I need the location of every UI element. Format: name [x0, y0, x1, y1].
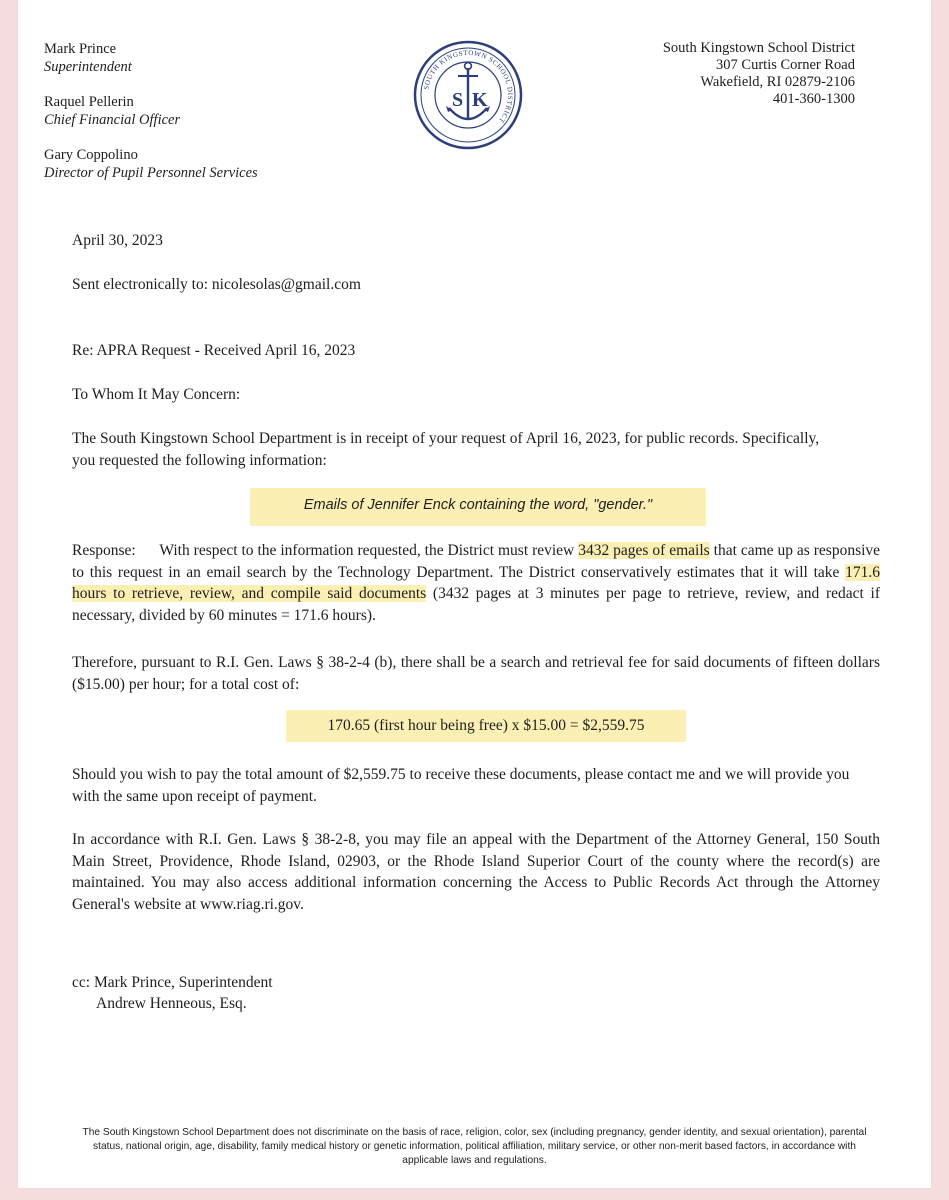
letter-date: April 30, 2023	[72, 232, 163, 249]
request-quote: Emails of Jennifer Enck containing the word, "gender."	[250, 488, 706, 526]
fee-formula: 170.65 (first hour being free) x $15.00 = $2,559.75	[286, 710, 686, 742]
district-address-block	[663, 40, 855, 108]
fee-paragraph: Therefore, pursuant to R.I. Gen. Laws § 38-2-4 (b), there shall be a search and retrieval fee for said documents of fifteen dollars ($15.00) per hour; for a total cost of:	[72, 654, 880, 693]
cc-line-2: Andrew Henneous, Esq.	[96, 995, 247, 1012]
official-title: Chief Financial Officer	[44, 112, 181, 128]
address-line-2: Wakefield, RI 02879-2106	[700, 74, 855, 90]
district-seal-logo	[413, 40, 523, 150]
nondiscrimination-footer: The South Kingstown School Department does not discriminate on the basis of race, religion, color, sex (including pregnancy, gender identity, and sexual orientation), parental status, national origin, age, disability, family medical history or genetic information, political affiliation, military service, or other non-merit based factors, in accordance with applicable laws and regulations.	[82, 1127, 867, 1166]
letter-page	[18, 0, 931, 1188]
district-name: South Kingstown School District	[662, 40, 855, 56]
official-title: Superintendent	[44, 59, 132, 75]
payment-paragraph: Should you wish to pay the total amount of $2,559.75 to receive these documents, please contact me and we will provide you with the same upon receipt of payment.	[72, 766, 850, 805]
re-line: Re: APRA Request - Received April 16, 2023	[72, 342, 356, 359]
response-paragraph	[72, 540, 880, 626]
seal-text: SOUTH KINGSTOWN SCHOOL DISTRICT	[422, 48, 515, 125]
official-name: Mark Prince	[44, 41, 117, 57]
response-text: With respect to the information requested, the District must review	[159, 542, 575, 559]
salutation: To Whom It May Concern:	[72, 386, 241, 403]
highlight-hours: 171.6 hours to retrieve, review, and compile said documents	[72, 563, 880, 602]
official-title: Director of Pupil Personnel Services	[44, 165, 258, 181]
intro-paragraph: The South Kingstown School Department is in receipt of your request of April 16, 2023, for public records. Specifically, you requested the following information:	[72, 430, 820, 469]
highlight-pages: 3432 pages of emails	[578, 542, 710, 559]
official-name: Raquel Pellerin	[44, 94, 134, 110]
appeal-paragraph: In accordance with R.I. Gen. Laws § 38-2-8, you may file an appeal with the Department of the Attorney General, 150 South Main Street, Providence, Rhode Island, 02903, or the Rhode Island Superior Court of the county where the record(s) are maintained. You may also access additional information concerning the Access to Public Records Act through the Attorney General's website at www.riag.ri.gov.	[72, 831, 880, 913]
officials-block	[44, 40, 258, 182]
official-name: Gary Coppolino	[44, 147, 138, 163]
response-text: (3432 pages at 3 minutes per page to retrieve, review, and redact if necessary, divided by 60 minutes = 171.6 hours).	[72, 585, 881, 624]
cc-line-1: cc: Mark Prince, Superintendent	[72, 974, 273, 991]
sent-to-line: Sent electronically to: nicolesolas@gmail.com	[72, 276, 361, 293]
phone-number: 401-360-1300	[772, 91, 855, 107]
seal-monogram-s: S	[452, 89, 464, 111]
address-line-1: 307 Curtis Corner Road	[716, 57, 855, 73]
seal-monogram-k: K	[472, 89, 488, 111]
response-label: Response:	[72, 542, 136, 559]
response-text: that came up as responsive to this request in an email search by the Technology Department. The District conservatively estimates that it will take	[72, 542, 881, 581]
